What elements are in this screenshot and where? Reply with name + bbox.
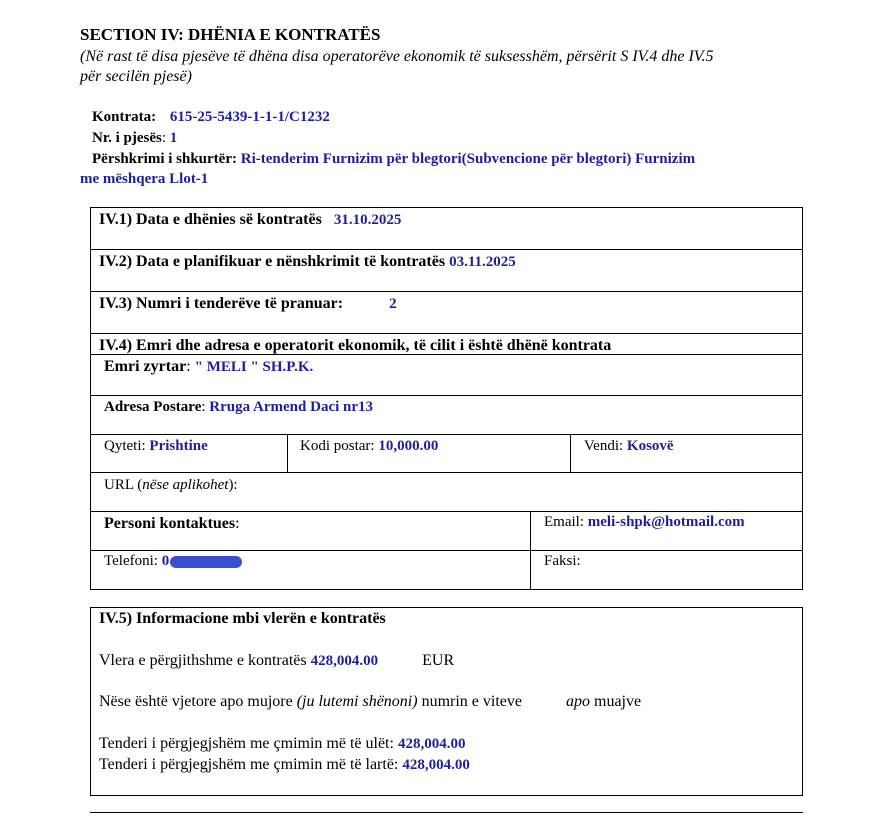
iv2-label: IV.2) Data e planifikuar e nënshkrimit të kontratës — [99, 253, 446, 270]
fax-cell — [544, 553, 581, 570]
section-title: SECTION IV: DHËNIA E KONTRATËS — [80, 25, 381, 44]
city-cell — [104, 438, 208, 455]
postal-code-cell — [300, 438, 438, 455]
iv3-row — [99, 295, 397, 313]
divider — [570, 434, 571, 472]
iv5-heading: IV.5) Informacione mbi vlerën e kontratës — [99, 610, 386, 627]
total-value-label: Vlera e përgjithshme e kontratës — [99, 652, 307, 669]
postal-code-value: 10,000.00 — [378, 438, 439, 454]
iv1-row — [99, 211, 401, 229]
highest-price-label: Tenderi i përgjegjshëm me çmimin më të lartë: — [99, 756, 399, 773]
period-months: muajve — [594, 693, 642, 710]
divider — [530, 511, 531, 590]
divider — [90, 249, 803, 250]
divider — [90, 333, 803, 334]
period-or: apo — [566, 693, 590, 710]
contact-person-cell — [104, 515, 240, 533]
lot-colon: : — [161, 130, 167, 146]
divider — [90, 291, 803, 292]
fax-label: Faksi: — [544, 553, 581, 569]
period-row — [99, 693, 641, 711]
lot-line — [92, 130, 177, 147]
phone-label: Telefoni: — [104, 553, 158, 569]
period-text2: numrin e viteve — [421, 693, 522, 710]
iv1-label: IV.1) Data e dhënies së kontratës — [99, 211, 322, 228]
section-note-line1: (Në rast të disa pjesëve të dhëna disa operatorëve ekonomik të suksesshëm, përsërit S IV.4 dhe IV.5 — [80, 48, 714, 65]
currency: EUR — [422, 652, 455, 669]
section-note-line2: për secilën pjesë) — [80, 68, 192, 85]
url-end: ): — [228, 477, 238, 493]
email-value: meli-shpk@hotmail.com — [587, 514, 745, 530]
address-label: Adresa Postare — [104, 399, 202, 415]
period-note: (ju lutemi shënoni) — [296, 693, 418, 710]
address-row — [104, 399, 373, 416]
contact-person-label: Personi kontaktues — [104, 515, 236, 532]
contract-line — [92, 109, 330, 126]
description-line — [92, 151, 695, 168]
award-date: 31.10.2025 — [333, 212, 402, 228]
email-cell — [544, 514, 745, 531]
country-cell — [584, 438, 674, 455]
divider — [90, 395, 803, 396]
divider — [90, 472, 803, 473]
contract-number: 615-25-5439-1-1-1/C1232 — [169, 109, 330, 125]
lowest-price-row — [99, 735, 465, 753]
lot-value: 1 — [169, 130, 178, 146]
period-text1: Nëse është vjetore apo mujore — [99, 693, 293, 710]
section-note — [80, 47, 820, 87]
tenders-count: 2 — [389, 296, 397, 312]
address-value: Rruga Armend Daci nr13 — [209, 399, 374, 415]
description-value-line2: me mëshqera Llot-1 — [80, 171, 209, 187]
phone-value: 0 — [161, 553, 170, 569]
official-name-row — [104, 358, 313, 376]
total-value-row — [99, 652, 454, 670]
email-label: Email: — [544, 514, 584, 530]
postal-code-label: Kodi postar: — [300, 438, 375, 454]
city-label: Qyteti: — [104, 438, 146, 454]
lowest-price-label: Tenderi i përgjegjshëm me çmimin më të ulët: — [99, 735, 394, 752]
url-note: nëse aplikohet — [142, 477, 229, 493]
country-value: Kosovë — [626, 438, 674, 454]
description-label: Përshkrimi i shkurtër: — [92, 151, 237, 167]
iv2-row — [99, 253, 516, 271]
redaction-mark — [170, 556, 242, 568]
iv3-label: IV.3) Numri i tenderëve të pranuar: — [99, 295, 344, 312]
divider — [90, 550, 803, 551]
divider — [90, 511, 803, 512]
highest-price-value: 428,004.00 — [402, 757, 470, 773]
country-label: Vendi: — [584, 438, 624, 454]
url-row — [104, 477, 238, 494]
address-colon: : — [201, 399, 206, 415]
official-name-label: Emri zyrtar — [104, 358, 187, 375]
url-label: URL ( — [104, 477, 143, 493]
phone-cell — [104, 553, 242, 570]
highest-price-row — [99, 756, 470, 774]
lot-label: Nr. i pjesës — [92, 130, 162, 146]
lowest-price-value: 428,004.00 — [397, 736, 466, 752]
total-value: 428,004.00 — [310, 653, 379, 669]
signing-date: 03.11.2025 — [449, 254, 516, 270]
contact-person-colon: : — [235, 515, 240, 532]
contract-label: Kontrata: — [92, 109, 157, 125]
description-value-line1: Ri-tenderim Furnizim për blegtori(Subvencione për blegtori) Furnizim — [240, 151, 696, 167]
divider — [90, 434, 803, 435]
divider — [287, 434, 288, 472]
official-name-colon: : — [186, 358, 191, 375]
description-line2 — [80, 171, 208, 188]
next-section-border — [90, 812, 803, 813]
official-name-value: " MELI " SH.P.K. — [194, 359, 314, 375]
iv4-heading: IV.4) Emri dhe adresa e operatorit ekonomik, të cilit i është dhënë kontrata — [99, 337, 612, 354]
city-value: Prishtine — [149, 438, 208, 454]
